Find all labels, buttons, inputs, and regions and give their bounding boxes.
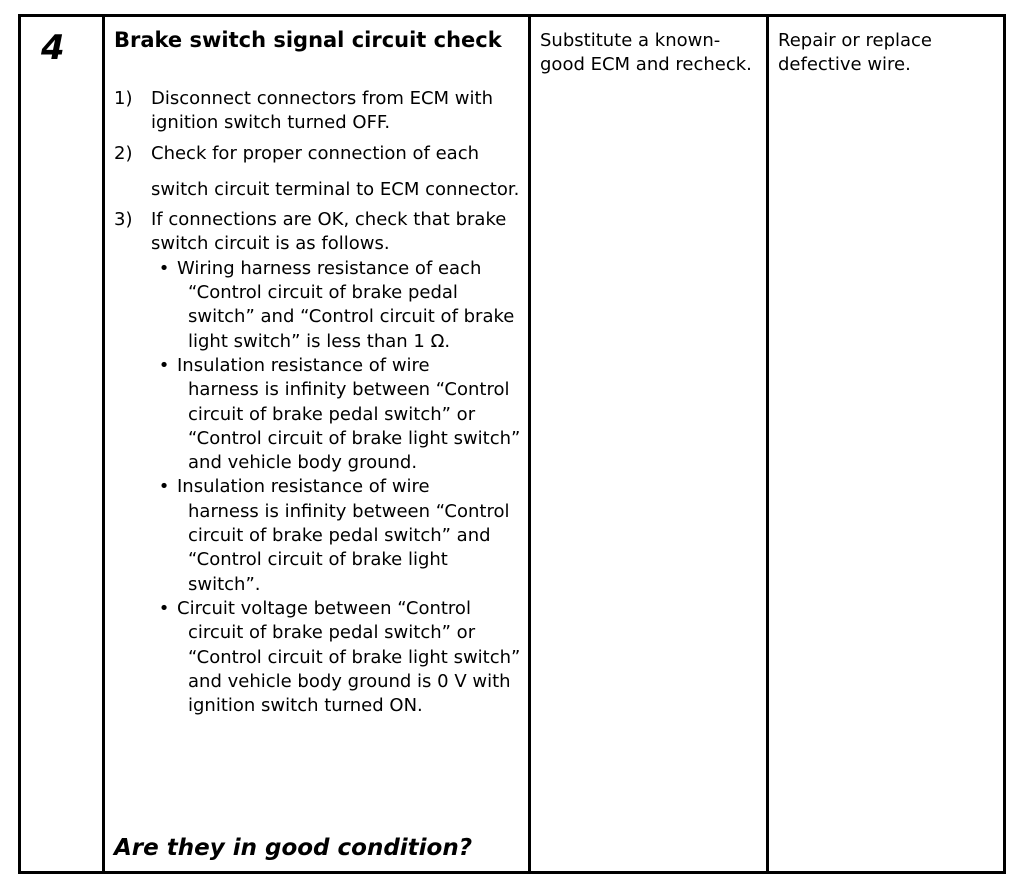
step-item: [114, 208, 524, 718]
step-label: 3): [114, 209, 133, 231]
condition-item: [151, 475, 524, 596]
condition-item: [151, 257, 524, 354]
condition-text: [177, 597, 524, 718]
step-label: 2): [114, 142, 133, 164]
condition-text-first: Circuit voltage between “Control: [177, 597, 471, 619]
no-column: [769, 17, 1003, 871]
condition-text: [177, 475, 524, 596]
action-column: [105, 17, 531, 871]
bullet-icon: •: [158, 597, 170, 619]
condition-item: [151, 354, 524, 475]
troubleshooting-table: [18, 14, 1006, 874]
step-text: Disconnect connectors from ECM with ignition switch turned OFF.: [151, 88, 493, 134]
condition-list: [151, 257, 524, 719]
condition-text: [177, 257, 524, 354]
step-column: [21, 17, 105, 871]
step-label: 1): [114, 88, 133, 109]
condition-text-first: Insulation resistance of wire: [177, 476, 430, 498]
yes-column: [531, 17, 769, 871]
bullet-icon: •: [158, 476, 170, 498]
condition-text-rest: harness is infinity between “Control circuit of brake pedal switch” or “Control circuit of brake light switch” and vehicle body ground.: [188, 379, 521, 474]
no-result: Repair or replace defective wire.: [778, 30, 932, 76]
action-title: Brake switch signal circuit check: [114, 28, 502, 52]
step-item: [114, 142, 524, 203]
step-text-line: If connections are OK, check that brake switch circuit is as follows.: [151, 209, 507, 255]
condition-text-first: Wiring harness resistance of each: [177, 257, 482, 279]
condition-text-rest: circuit of brake pedal switch” or “Control circuit of brake light switch” and vehicle body ground is 0 V with ignition switch turned ON.: [188, 622, 521, 717]
condition-text-rest: “Control circuit of brake pedal switch” and “Control circuit of brake light switch” is less than 1 Ω.: [188, 282, 515, 352]
condition-text-first: Insulation resistance of wire: [177, 354, 430, 376]
step-text: [151, 208, 524, 718]
step-item: [114, 87, 524, 136]
step-text-line2: switch circuit terminal to ECM connector.: [151, 178, 520, 200]
yes-result: Substitute a known-good ECM and recheck.: [540, 30, 752, 76]
bullet-icon: •: [158, 354, 170, 376]
step-text-line1: Check for proper connection of each: [151, 142, 480, 164]
step-text: [151, 142, 524, 203]
condition-text-rest: harness is infinity between “Control circuit of brake pedal switch” and “Control circuit of brake light switch”.: [188, 500, 510, 595]
bullet-icon: •: [158, 257, 170, 279]
condition-item: [151, 597, 524, 718]
step-number: 4: [41, 28, 65, 68]
action-steps: [114, 87, 524, 724]
condition-text: [177, 354, 524, 475]
check-question: Are they in good condition?: [114, 835, 473, 861]
